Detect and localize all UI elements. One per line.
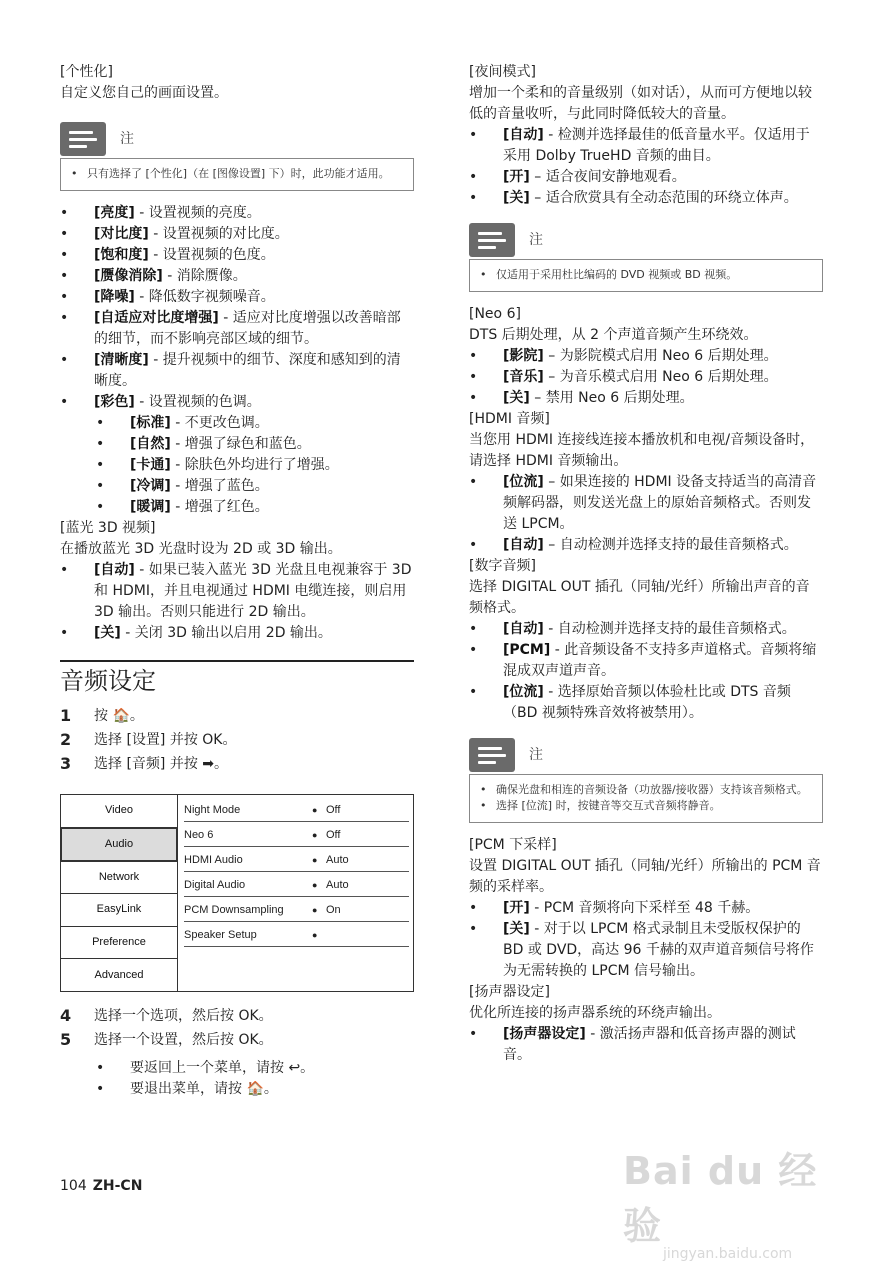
menu-option-row[interactable] — [184, 899, 409, 922]
menu-option-value: Auto — [326, 853, 349, 866]
list-item — [60, 497, 414, 518]
step — [60, 1028, 414, 1052]
option-name: [清晰度] — [94, 352, 149, 368]
list-item — [60, 203, 414, 224]
option-name: [PCM] — [503, 642, 551, 658]
option-desc: – 禁用 Neo 6 后期处理。 — [529, 390, 694, 406]
left-column — [60, 62, 414, 1100]
option-desc: - PCM 音频将向下采样至 48 千赫。 — [529, 900, 760, 916]
settings-menu[interactable] — [60, 794, 414, 992]
option-name: [自动] — [503, 127, 544, 143]
option-name: [自动] — [503, 537, 544, 553]
menu-option-row[interactable] — [184, 924, 409, 947]
list-item: • 选择 [位流] 时，按键音等交互式音频将静音。 — [480, 798, 812, 814]
list-item — [469, 167, 823, 188]
pcm-title: [PCM 下采样] — [469, 837, 557, 853]
list-item — [469, 919, 823, 982]
menu-option-label: PCM Downsampling — [184, 903, 284, 916]
bullet-icon: ● — [312, 879, 318, 890]
bluray3d-desc: 在播放蓝光 3D 光盘时设为 2D 或 3D 输出。 — [60, 541, 342, 557]
baidu-watermark — [623, 1140, 833, 1262]
neo6-list — [469, 346, 823, 409]
menu-option-row[interactable] — [184, 849, 409, 872]
step-text: 选择 [设置] 并按 OK。 — [94, 732, 237, 748]
option-desc: - 自动检测并选择支持的最佳音频格式。 — [543, 621, 796, 637]
list-item — [60, 623, 414, 644]
option-name: [自动] — [503, 621, 544, 637]
list-item — [60, 350, 414, 392]
menu-option-label: Digital Audio — [184, 878, 246, 891]
list-item — [469, 535, 823, 556]
night-desc: 增加一个柔和的音量级别（如对话），从而可方便地以较低的音量收听，与此同时降低较大的音量。 — [469, 85, 812, 122]
step-number: 4 — [60, 1006, 72, 1025]
step — [60, 704, 414, 728]
list-item — [469, 188, 823, 209]
option-desc: – 为影院模式启用 Neo 6 后期处理。 — [543, 348, 778, 364]
option-desc: - 选择原始音频以体验杜比或 DTS 音频（BD 视频特殊音效将被禁用）。 — [503, 684, 791, 721]
list-item — [60, 413, 414, 434]
option-desc: – 为音乐模式启用 Neo 6 后期处理。 — [543, 369, 778, 385]
list-item — [60, 266, 414, 287]
watermark-logo: Bai du 经验 — [623, 1149, 818, 1248]
digital-title: [数字音频] — [469, 558, 536, 574]
option-desc: – 适合欣赏具有全动态范围的环绕立体声。 — [529, 190, 798, 206]
language-code: ZH-CN — [92, 1178, 143, 1194]
option-name: [位流] — [503, 684, 544, 700]
personal-title: [个性化] — [60, 64, 113, 80]
pcm-desc: 设置 DIGITAL OUT 插孔（同轴/光纤）所输出的 PCM 音频的采样率。 — [469, 858, 821, 895]
option-name: [关] — [503, 390, 530, 406]
option-desc: - 对于以 LPCM 格式录制且未受版权保护的 BD 或 DVD，高达 96 千赫的双声道音频信号将作为无需转换的 LPCM 信号输出。 — [503, 921, 814, 979]
list-item — [469, 640, 823, 682]
menu-options — [178, 795, 413, 991]
option-name: [扬声器设定] — [503, 1026, 586, 1042]
step-text: 选择 [音频] 并按 ➡。 — [94, 756, 229, 772]
step-text: 按 🏠。 — [94, 708, 144, 724]
list-item: • 要返回上一个菜单，请按 ↩。 — [60, 1058, 414, 1079]
option-desc: - 不更改色调。 — [170, 415, 269, 431]
note-title: 注 — [529, 231, 543, 248]
neo6-title: [Neo 6] — [469, 306, 521, 322]
option-name: [卡通] — [130, 457, 171, 473]
option-desc: - 提升视频中的细节、深度和感知到的清晰度。 — [94, 352, 401, 389]
option-name: [自然] — [130, 436, 171, 452]
speaker-title: [扬声器设定] — [469, 984, 550, 1000]
speaker-list — [469, 1024, 823, 1066]
list-item — [469, 682, 823, 724]
night-list — [469, 125, 823, 209]
option-desc: - 增强了蓝色。 — [170, 478, 269, 494]
option-name: [冷调] — [130, 478, 171, 494]
bluray3d-title: [蓝光 3D 视频] — [60, 520, 156, 536]
list-item — [469, 125, 823, 167]
note-icon — [469, 223, 515, 257]
option-name: [彩色] — [94, 394, 135, 410]
option-desc: – 适合夜间安静地观看。 — [529, 169, 686, 185]
step-text: 选择一个设置，然后按 OK。 — [94, 1032, 273, 1048]
option-name: [降噪] — [94, 289, 135, 305]
list-item — [60, 434, 414, 455]
option-name: [开] — [503, 900, 530, 916]
menu-category-preference[interactable]: Preference — [61, 927, 177, 960]
list-item — [469, 898, 823, 919]
note-box — [469, 259, 823, 292]
option-desc: - 关闭 3D 输出以启用 2D 输出。 — [120, 625, 332, 641]
option-desc: - 降低数字视频噪音。 — [134, 289, 275, 305]
page-footer — [60, 1178, 142, 1194]
note-icon — [60, 122, 106, 156]
step-number: 1 — [60, 706, 72, 725]
note-title: 注 — [120, 130, 134, 147]
option-desc: - 此音频设备不支持多声道格式。音频将缩混成双声道声音。 — [503, 642, 817, 679]
step-number: 2 — [60, 730, 72, 749]
step — [60, 728, 414, 752]
option-desc: - 消除赝像。 — [162, 268, 247, 284]
option-name: [标准] — [130, 415, 171, 431]
list-item — [60, 392, 414, 413]
step-text: 选择一个选项，然后按 OK。 — [94, 1008, 273, 1024]
list-item — [469, 619, 823, 640]
option-desc: - 设置视频的对比度。 — [148, 226, 289, 242]
step — [60, 1004, 414, 1028]
option-desc: – 如果连接的 HDMI 设备支持适当的高清音频解码器，则发送光盘上的原始音频格式。否则发送 LPCM。 — [503, 474, 817, 532]
menu-option-label: HDMI Audio — [184, 853, 243, 866]
speaker-desc: 优化所连接的扬声器系统的环绕声输出。 — [469, 1005, 721, 1021]
menu-option-row[interactable] — [184, 874, 409, 897]
option-name: [影院] — [503, 348, 544, 364]
bullet-icon: ● — [312, 804, 318, 815]
option-desc: - 除肤色外均进行了增强。 — [170, 457, 339, 473]
note-text: • 仅适用于采用杜比编码的 DVD 视频或 BD 视频。 — [480, 267, 812, 283]
option-name: [自适应对比度增强] — [94, 310, 219, 326]
menu-category-network[interactable]: Network — [61, 861, 177, 894]
step — [60, 752, 414, 776]
option-desc: - 增强了绿色和蓝色。 — [170, 436, 311, 452]
list-item — [60, 224, 414, 245]
personal-desc: 自定义您自己的画面设置。 — [60, 85, 228, 101]
menu-category-video[interactable]: Video — [61, 795, 177, 828]
note-icon — [469, 738, 515, 772]
menu-option-row[interactable] — [184, 824, 409, 847]
color-sub-list — [60, 413, 414, 518]
menu-option-label: Night Mode — [184, 803, 241, 816]
list-item — [60, 245, 414, 266]
option-desc: - 检测并选择最佳的低音量水平。仅适用于采用 Dolby TrueHD 音频的曲目。 — [503, 127, 810, 164]
option-name: [自动] — [94, 562, 135, 578]
option-name: [位流] — [503, 474, 544, 490]
hdmi-list — [469, 472, 823, 556]
bullet-icon: ● — [312, 904, 318, 915]
menu-option-label: Speaker Setup — [184, 928, 257, 941]
digital-desc: 选择 DIGITAL OUT 插孔（同轴/光纤）所输出声音的音频格式。 — [469, 579, 810, 616]
list-item: • 确保光盘和相连的音频设备（功放器/接收器）支持该音频格式。 — [480, 782, 812, 798]
audio-settings-heading: 音频设定 — [60, 660, 414, 696]
note-night — [469, 221, 823, 292]
note-box — [469, 774, 823, 823]
option-name: [音乐] — [503, 369, 544, 385]
menu-category-audio[interactable]: Audio — [60, 827, 178, 863]
bluray3d-list — [60, 560, 414, 644]
option-desc: - 设置视频的亮度。 — [134, 205, 261, 221]
picture-options-list — [60, 203, 414, 413]
note-personal — [60, 120, 414, 191]
list-item — [469, 472, 823, 535]
option-desc: - 增强了红色。 — [170, 499, 269, 515]
menu-option-value: Off — [326, 828, 341, 841]
menu-option-label: Neo 6 — [184, 828, 214, 841]
steps-list — [60, 704, 414, 776]
menu-option-row[interactable] — [184, 799, 409, 822]
pcm-list — [469, 898, 823, 982]
step-number: 5 — [60, 1030, 72, 1049]
step-number: 3 — [60, 754, 72, 773]
option-name: [开] — [503, 169, 530, 185]
right-column — [469, 62, 823, 1066]
menu-option-value: Off — [326, 803, 341, 816]
option-name: [暖调] — [130, 499, 171, 515]
option-name: [关] — [503, 921, 530, 937]
menu-option-value: On — [326, 903, 341, 916]
list-item — [469, 367, 823, 388]
option-desc: - 设置视频的色度。 — [148, 247, 275, 263]
option-name: [关] — [503, 190, 530, 206]
option-desc: – 自动检测并选择支持的最佳音频格式。 — [543, 537, 798, 553]
digital-list — [469, 619, 823, 724]
list-item — [60, 287, 414, 308]
menu-categories — [61, 795, 178, 991]
steps2-list — [60, 1004, 414, 1052]
option-name: [赝像消除] — [94, 268, 163, 284]
menu-option-value: Auto — [326, 878, 349, 891]
hdmi-desc: 当您用 HDMI 连接线连接本播放机和电视/音频设备时，请选择 HDMI 音频输出。 — [469, 432, 815, 469]
watermark-url: jingyan.baidu.com — [663, 1246, 793, 1262]
list-item — [60, 308, 414, 350]
note-digital — [469, 736, 823, 823]
option-desc: - 设置视频的色调。 — [134, 394, 261, 410]
note-box — [60, 158, 414, 191]
bullet-icon: ● — [312, 929, 318, 940]
steps2-sub-list — [60, 1058, 414, 1100]
option-name: [关] — [94, 625, 121, 641]
menu-category-easylink[interactable]: EasyLink — [61, 894, 177, 927]
list-item — [469, 1024, 823, 1066]
option-name: [对比度] — [94, 226, 149, 242]
bullet-icon: ● — [312, 854, 318, 865]
hdmi-title: [HDMI 音频] — [469, 411, 550, 427]
night-title: [夜间模式] — [469, 64, 536, 80]
note-text: • 只有选择了 [个性化]（在 [图像设置] 下）时，此功能才适用。 — [71, 166, 403, 182]
page-number: 104 — [60, 1178, 87, 1194]
option-desc: - 适应对比度增强以改善暗部的细节，而不影响亮部区域的细节。 — [94, 310, 401, 347]
list-item: • 要退出菜单，请按 🏠。 — [60, 1079, 414, 1100]
option-desc: - 如果已装入蓝光 3D 光盘且电视兼容于 3D 和 HDMI，并且电视通过 HDMI 电缆连接，则启用 3D 输出。否则只能进行 2D 输出。 — [94, 562, 412, 620]
bullet-icon: ● — [312, 829, 318, 840]
menu-category-advanced[interactable]: Advanced — [94, 968, 144, 981]
neo6-desc: DTS 后期处理，从 2 个声道音频产生环绕效。 — [469, 327, 758, 343]
option-name: [饱和度] — [94, 247, 149, 263]
option-name: [亮度] — [94, 205, 135, 221]
list-item — [60, 476, 414, 497]
option-desc: - 激活扬声器和低音扬声器的测试音。 — [503, 1026, 796, 1063]
list-item — [469, 346, 823, 367]
note-title: 注 — [529, 746, 543, 763]
list-item — [60, 560, 414, 623]
list-item — [60, 455, 414, 476]
list-item — [469, 388, 823, 409]
